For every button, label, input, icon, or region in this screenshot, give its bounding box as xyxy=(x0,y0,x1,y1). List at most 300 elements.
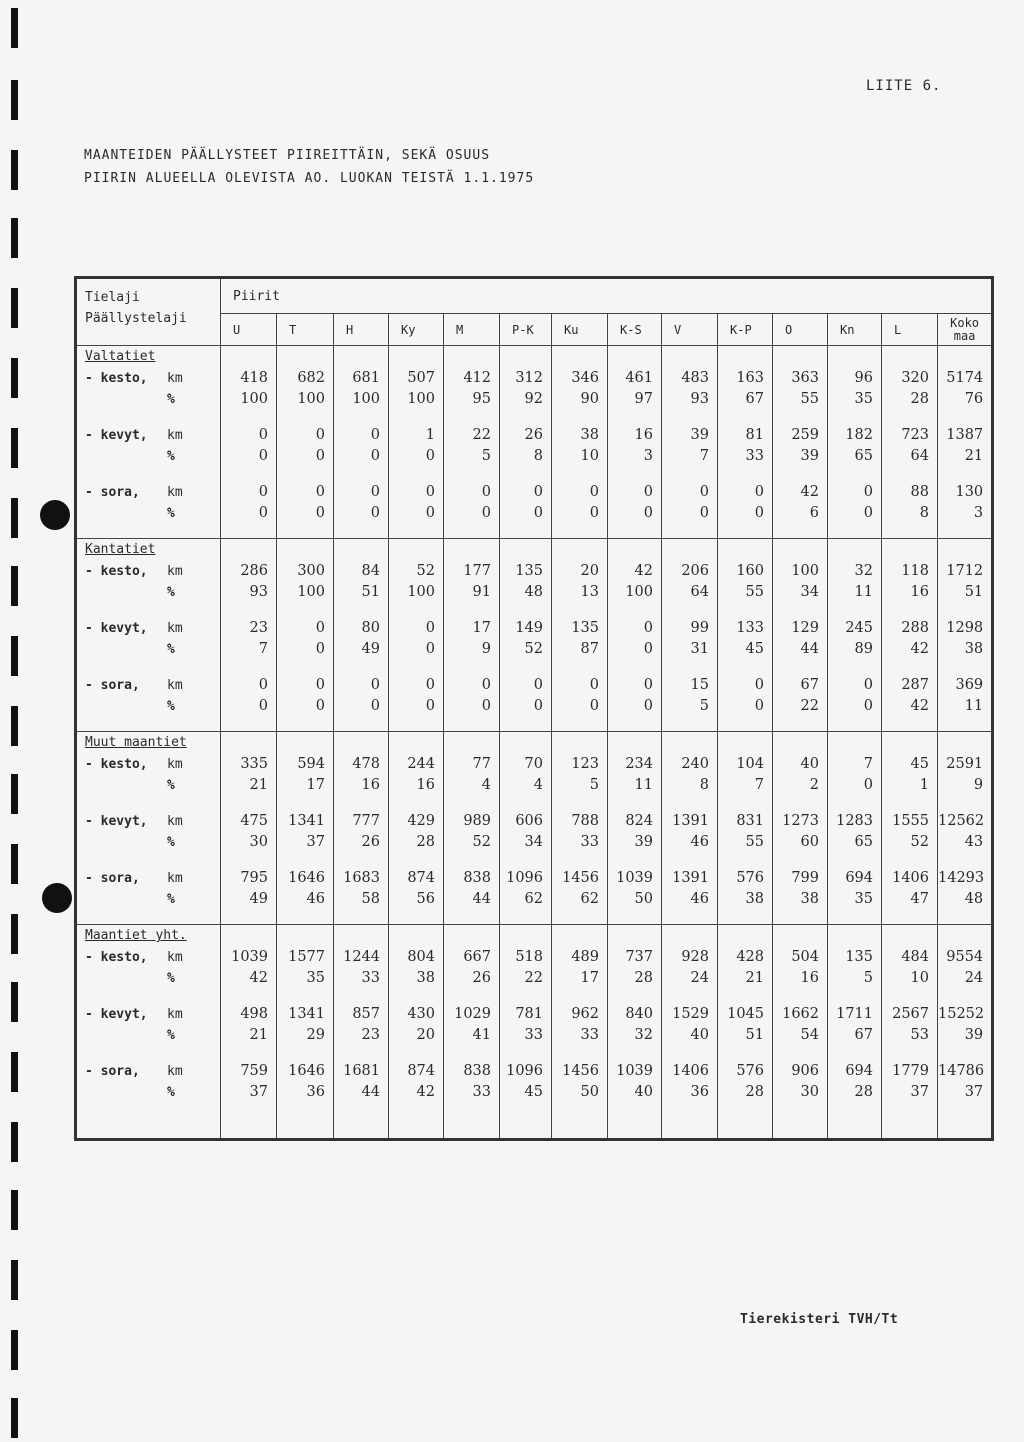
unit-percent: % xyxy=(167,585,175,600)
percent-value: 33 xyxy=(472,1084,491,1100)
km-value: 20 xyxy=(580,562,599,579)
percent-value: 8 xyxy=(699,777,709,793)
km-value: 84 xyxy=(361,562,380,579)
district-values xyxy=(552,732,608,925)
percent-value: 42 xyxy=(910,641,929,657)
km-value: 81 xyxy=(745,426,764,443)
km-value: 104 xyxy=(736,755,764,772)
percent-value: 28 xyxy=(745,1084,764,1100)
km-value: 45 xyxy=(910,755,929,772)
percent-value: 100 xyxy=(240,391,268,407)
percent-value: 97 xyxy=(634,391,653,407)
km-value: 7 xyxy=(863,755,873,772)
km-value: 300 xyxy=(297,562,325,579)
district-values xyxy=(882,539,938,732)
km-value: 286 xyxy=(240,562,268,579)
km-value: 1681 xyxy=(343,1062,380,1079)
km-value: 507 xyxy=(407,369,435,386)
km-value: 0 xyxy=(643,676,653,693)
km-value: 429 xyxy=(407,812,435,829)
district-values xyxy=(444,539,500,732)
district-values xyxy=(662,539,718,732)
percent-value: 35 xyxy=(306,970,325,986)
km-value: 1646 xyxy=(288,1062,325,1079)
km-value: 1039 xyxy=(616,869,653,886)
percent-value: 44 xyxy=(800,641,819,657)
km-value: 1045 xyxy=(727,1005,764,1022)
percent-value: 42 xyxy=(249,970,268,986)
km-value: 667 xyxy=(463,948,491,965)
percent-value: 67 xyxy=(745,391,764,407)
km-value: 0 xyxy=(863,483,873,500)
percent-value: 46 xyxy=(690,891,709,907)
district-values xyxy=(221,346,277,539)
unit-percent: % xyxy=(167,449,175,464)
section-title: Valtatiet xyxy=(85,349,156,364)
km-value: 838 xyxy=(463,869,491,886)
district-values xyxy=(277,346,334,539)
km-value: 1406 xyxy=(672,1062,709,1079)
percent-value: 100 xyxy=(297,584,325,600)
km-value: 1646 xyxy=(288,869,325,886)
percent-value: 9 xyxy=(973,777,984,793)
unit-km: km xyxy=(167,620,183,636)
percent-value: 3 xyxy=(643,448,653,464)
district-values xyxy=(773,539,828,732)
km-value: 39 xyxy=(690,426,709,443)
unit-percent: % xyxy=(167,892,175,907)
percent-value: 42 xyxy=(910,698,929,714)
percent-value: 40 xyxy=(634,1084,653,1100)
percent-value: 5 xyxy=(863,970,873,986)
surface-type-label: - kevyt, xyxy=(85,620,148,636)
row-label-pct xyxy=(77,503,220,525)
percent-value: 4 xyxy=(533,777,543,793)
percent-value: 0 xyxy=(863,777,873,793)
percent-value: 35 xyxy=(854,891,873,907)
percent-value: 33 xyxy=(361,970,380,986)
percent-value: 7 xyxy=(699,448,709,464)
km-value: 737 xyxy=(625,948,653,965)
section-row xyxy=(76,539,993,732)
district-values xyxy=(718,732,773,925)
row-label-sora xyxy=(77,868,220,890)
percent-value: 38 xyxy=(745,891,764,907)
section-row xyxy=(76,925,993,1140)
percent-value: 37 xyxy=(249,1084,268,1100)
percent-value: 28 xyxy=(854,1084,873,1100)
district-values xyxy=(221,925,277,1140)
km-value: 1096 xyxy=(506,1062,543,1079)
percent-value: 30 xyxy=(800,1084,819,1100)
unit-km: km xyxy=(167,370,183,386)
percent-value: 55 xyxy=(745,834,764,850)
district-values xyxy=(608,925,662,1140)
km-value: 0 xyxy=(315,676,325,693)
row-label-pct xyxy=(77,1025,220,1047)
district-values xyxy=(608,732,662,925)
percent-value: 24 xyxy=(690,970,709,986)
percent-value: 100 xyxy=(407,391,435,407)
km-value: 129 xyxy=(791,619,819,636)
km-value: 0 xyxy=(754,676,764,693)
km-value: 16 xyxy=(634,426,653,443)
km-value: 312 xyxy=(515,369,543,386)
percent-value: 52 xyxy=(472,834,491,850)
km-value: 363 xyxy=(791,369,819,386)
km-value: 1406 xyxy=(892,869,929,886)
row-label-kevyt xyxy=(77,1004,220,1026)
km-value: 1391 xyxy=(672,869,709,886)
km-value: 0 xyxy=(754,483,764,500)
percent-value: 3 xyxy=(973,505,984,521)
km-value: 1456 xyxy=(562,1062,599,1079)
koko-maa-values xyxy=(938,346,993,539)
district-values xyxy=(718,925,773,1140)
district-values xyxy=(608,346,662,539)
km-value: 135 xyxy=(515,562,543,579)
district-values xyxy=(389,925,444,1140)
percent-value: 5 xyxy=(589,777,599,793)
percent-value: 9 xyxy=(481,641,491,657)
percent-value: 34 xyxy=(800,584,819,600)
km-value: 0 xyxy=(533,483,543,500)
district-values xyxy=(221,539,277,732)
section-labels xyxy=(76,925,221,1140)
km-value: 1273 xyxy=(782,812,819,829)
km-value: 412 xyxy=(463,369,491,386)
percent-value: 45 xyxy=(524,1084,543,1100)
percent-value: 0 xyxy=(754,698,764,714)
km-value: 489 xyxy=(571,948,599,965)
row-label-sora xyxy=(77,675,220,697)
district-values xyxy=(389,732,444,925)
koko-maa-values xyxy=(938,732,993,925)
surface-type-label: - sora, xyxy=(85,677,140,693)
km-value: 0 xyxy=(315,426,325,443)
km-value: 14293 xyxy=(938,869,985,886)
km-value: 0 xyxy=(258,676,268,693)
percent-value: 0 xyxy=(370,698,380,714)
row-label-pct xyxy=(77,775,220,797)
km-value: 0 xyxy=(258,426,268,443)
km-value: 99 xyxy=(690,619,709,636)
percent-value: 62 xyxy=(524,891,543,907)
percent-value: 56 xyxy=(416,891,435,907)
km-value: 1283 xyxy=(836,812,873,829)
unit-km: km xyxy=(167,1006,183,1022)
row-label-pct xyxy=(77,582,220,604)
percent-value: 65 xyxy=(854,448,873,464)
surface-type-label: - kevyt, xyxy=(85,427,148,443)
km-value: 1244 xyxy=(343,948,380,965)
row-label-kevyt xyxy=(77,618,220,640)
km-value: 694 xyxy=(845,869,873,886)
percent-value: 46 xyxy=(306,891,325,907)
km-value: 32 xyxy=(854,562,873,579)
district-values xyxy=(828,346,882,539)
percent-value: 89 xyxy=(854,641,873,657)
km-value: 100 xyxy=(791,562,819,579)
document-title-line1: MAANTEIDEN PÄÄLLYSTEET PIIREITTÄIN, SEKÄ OSUUS xyxy=(84,148,491,163)
percent-value: 30 xyxy=(249,834,268,850)
percent-value: 0 xyxy=(370,448,380,464)
percent-value: 0 xyxy=(315,448,325,464)
km-value: 369 xyxy=(955,676,984,693)
section-title: Maantiet yht. xyxy=(85,928,187,943)
unit-percent: % xyxy=(167,835,175,850)
km-value: 15252 xyxy=(938,1005,985,1022)
surface-type-label: - kesto, xyxy=(85,756,148,772)
percent-value: 93 xyxy=(249,584,268,600)
percent-value: 45 xyxy=(745,641,764,657)
percent-value: 0 xyxy=(589,698,599,714)
unit-percent: % xyxy=(167,642,175,657)
surface-type-label: - sora, xyxy=(85,484,140,500)
percent-value: 29 xyxy=(306,1027,325,1043)
punch-hole-top xyxy=(40,500,70,530)
percent-value: 35 xyxy=(854,391,873,407)
km-value: 838 xyxy=(463,1062,491,1079)
percent-value: 0 xyxy=(425,448,435,464)
district-values xyxy=(334,346,389,539)
percent-value: 46 xyxy=(690,834,709,850)
row-label-kesto xyxy=(77,561,220,583)
district-values xyxy=(882,346,938,539)
percent-value: 0 xyxy=(481,698,491,714)
km-value: 857 xyxy=(352,1005,380,1022)
percent-value: 33 xyxy=(580,1027,599,1043)
km-value: 346 xyxy=(571,369,599,386)
percent-value: 16 xyxy=(800,970,819,986)
km-value: 606 xyxy=(515,812,543,829)
km-value: 484 xyxy=(901,948,929,965)
percent-value: 2 xyxy=(809,777,819,793)
unit-km: km xyxy=(167,813,183,829)
km-value: 88 xyxy=(910,483,929,500)
percent-value: 0 xyxy=(258,448,268,464)
surface-type-label: - kesto, xyxy=(85,563,148,579)
percent-value: 0 xyxy=(643,505,653,521)
surface-type-label: - sora, xyxy=(85,1063,140,1079)
koko-maa-values xyxy=(938,539,993,732)
percent-value: 67 xyxy=(854,1027,873,1043)
km-value: 483 xyxy=(681,369,709,386)
percent-value: 65 xyxy=(854,834,873,850)
percent-value: 92 xyxy=(524,391,543,407)
percent-value: 100 xyxy=(352,391,380,407)
district-values xyxy=(500,732,552,925)
percent-value: 100 xyxy=(625,584,653,600)
km-value: 22 xyxy=(472,426,491,443)
percent-value: 11 xyxy=(634,777,653,793)
km-value: 989 xyxy=(463,812,491,829)
district-header: U xyxy=(221,314,277,346)
km-value: 1529 xyxy=(672,1005,709,1022)
percent-value: 28 xyxy=(416,834,435,850)
document-title-line2: PIIRIN ALUEELLA OLEVISTA AO. LUOKAN TEISTÄ 1.1.1975 xyxy=(84,171,535,186)
km-value: 1298 xyxy=(946,619,984,636)
unit-km: km xyxy=(167,677,183,693)
unit-km: km xyxy=(167,484,183,500)
unit-percent: % xyxy=(167,699,175,714)
km-value: 244 xyxy=(407,755,435,772)
percent-value: 10 xyxy=(580,448,599,464)
percent-value: 16 xyxy=(416,777,435,793)
km-value: 335 xyxy=(240,755,268,772)
header-road-type xyxy=(76,278,221,346)
km-value: 0 xyxy=(370,483,380,500)
district-values xyxy=(828,539,882,732)
surface-type-label: - kesto, xyxy=(85,370,148,386)
km-value: 1391 xyxy=(672,812,709,829)
km-value: 1341 xyxy=(288,812,325,829)
percent-value: 41 xyxy=(472,1027,491,1043)
km-value: 874 xyxy=(407,869,435,886)
percent-value: 17 xyxy=(306,777,325,793)
district-values xyxy=(389,539,444,732)
percent-value: 0 xyxy=(425,641,435,657)
row-label-pct xyxy=(77,446,220,468)
km-value: 1096 xyxy=(506,869,543,886)
percent-value: 42 xyxy=(416,1084,435,1100)
km-value: 240 xyxy=(681,755,709,772)
km-value: 14786 xyxy=(938,1062,985,1079)
km-value: 759 xyxy=(240,1062,268,1079)
percent-value: 90 xyxy=(580,391,599,407)
district-values xyxy=(718,539,773,732)
section-row xyxy=(76,346,993,539)
percent-value: 0 xyxy=(258,698,268,714)
percent-value: 21 xyxy=(249,1027,268,1043)
km-value: 723 xyxy=(901,426,929,443)
district-values xyxy=(444,732,500,925)
km-value: 12562 xyxy=(938,812,985,829)
km-value: 681 xyxy=(352,369,380,386)
percent-value: 47 xyxy=(910,891,929,907)
percent-value: 22 xyxy=(800,698,819,714)
percent-value: 49 xyxy=(249,891,268,907)
unit-km: km xyxy=(167,427,183,443)
percent-value: 49 xyxy=(361,641,380,657)
row-label-pct xyxy=(77,389,220,411)
km-value: 1779 xyxy=(892,1062,929,1079)
section-labels xyxy=(76,539,221,732)
km-value: 831 xyxy=(736,812,764,829)
percent-value: 32 xyxy=(634,1027,653,1043)
unit-km: km xyxy=(167,1063,183,1079)
percent-value: 0 xyxy=(754,505,764,521)
district-values xyxy=(500,346,552,539)
km-value: 576 xyxy=(736,869,764,886)
district-header-koko-maa xyxy=(938,314,993,346)
percent-value: 91 xyxy=(472,584,491,600)
percent-value: 5 xyxy=(481,448,491,464)
km-value: 1456 xyxy=(562,869,599,886)
km-value: 118 xyxy=(901,562,929,579)
km-value: 777 xyxy=(352,812,380,829)
km-value: 1662 xyxy=(782,1005,819,1022)
percent-value: 0 xyxy=(370,505,380,521)
km-value: 475 xyxy=(240,812,268,829)
percent-value: 24 xyxy=(964,970,984,986)
percent-value: 58 xyxy=(361,891,380,907)
row-label-pct xyxy=(77,889,220,911)
km-value: 874 xyxy=(407,1062,435,1079)
percent-value: 55 xyxy=(745,584,764,600)
percent-value: 23 xyxy=(361,1027,380,1043)
km-value: 177 xyxy=(463,562,491,579)
unit-percent: % xyxy=(167,1028,175,1043)
km-value: 418 xyxy=(240,369,268,386)
km-value: 1712 xyxy=(946,562,984,579)
km-value: 5174 xyxy=(946,369,984,386)
percent-value: 52 xyxy=(524,641,543,657)
km-value: 781 xyxy=(515,1005,543,1022)
percent-value: 26 xyxy=(472,970,491,986)
percent-value: 11 xyxy=(854,584,873,600)
percent-value: 40 xyxy=(690,1027,709,1043)
district-values xyxy=(389,346,444,539)
percent-value: 38 xyxy=(800,891,819,907)
district-values xyxy=(552,925,608,1140)
percent-value: 16 xyxy=(910,584,929,600)
km-value: 1683 xyxy=(343,869,380,886)
km-value: 788 xyxy=(571,812,599,829)
km-value: 0 xyxy=(589,483,599,500)
percent-value: 28 xyxy=(634,970,653,986)
km-value: 0 xyxy=(863,676,873,693)
percent-value: 33 xyxy=(580,834,599,850)
unit-percent: % xyxy=(167,1085,175,1100)
section-title: Muut maantiet xyxy=(85,735,187,750)
percent-value: 21 xyxy=(964,448,984,464)
km-value: 1711 xyxy=(836,1005,873,1022)
km-value: 160 xyxy=(736,562,764,579)
km-value: 804 xyxy=(407,948,435,965)
km-value: 17 xyxy=(472,619,491,636)
percent-value: 0 xyxy=(315,641,325,657)
row-label-pct xyxy=(77,639,220,661)
percent-value: 34 xyxy=(524,834,543,850)
percent-value: 21 xyxy=(249,777,268,793)
percent-value: 36 xyxy=(690,1084,709,1100)
unit-km: km xyxy=(167,756,183,772)
district-values xyxy=(500,539,552,732)
km-value: 504 xyxy=(791,948,819,965)
percent-value: 95 xyxy=(472,391,491,407)
koko-maa-values xyxy=(938,925,993,1140)
km-value: 123 xyxy=(571,755,599,772)
district-header: H xyxy=(334,314,389,346)
header-paallystelaji: Päällystelaji xyxy=(85,311,187,326)
km-value: 38 xyxy=(580,426,599,443)
district-values xyxy=(444,346,500,539)
km-value: 0 xyxy=(425,619,435,636)
km-value: 1341 xyxy=(288,1005,325,1022)
percent-value: 26 xyxy=(361,834,380,850)
percent-value: 76 xyxy=(964,391,984,407)
km-value: 0 xyxy=(425,483,435,500)
percent-value: 33 xyxy=(745,448,764,464)
district-values xyxy=(334,539,389,732)
district-values xyxy=(662,346,718,539)
district-header: T xyxy=(277,314,334,346)
row-label-sora xyxy=(77,482,220,504)
percent-value: 0 xyxy=(533,698,543,714)
unit-km: km xyxy=(167,949,183,965)
percent-value: 21 xyxy=(745,970,764,986)
